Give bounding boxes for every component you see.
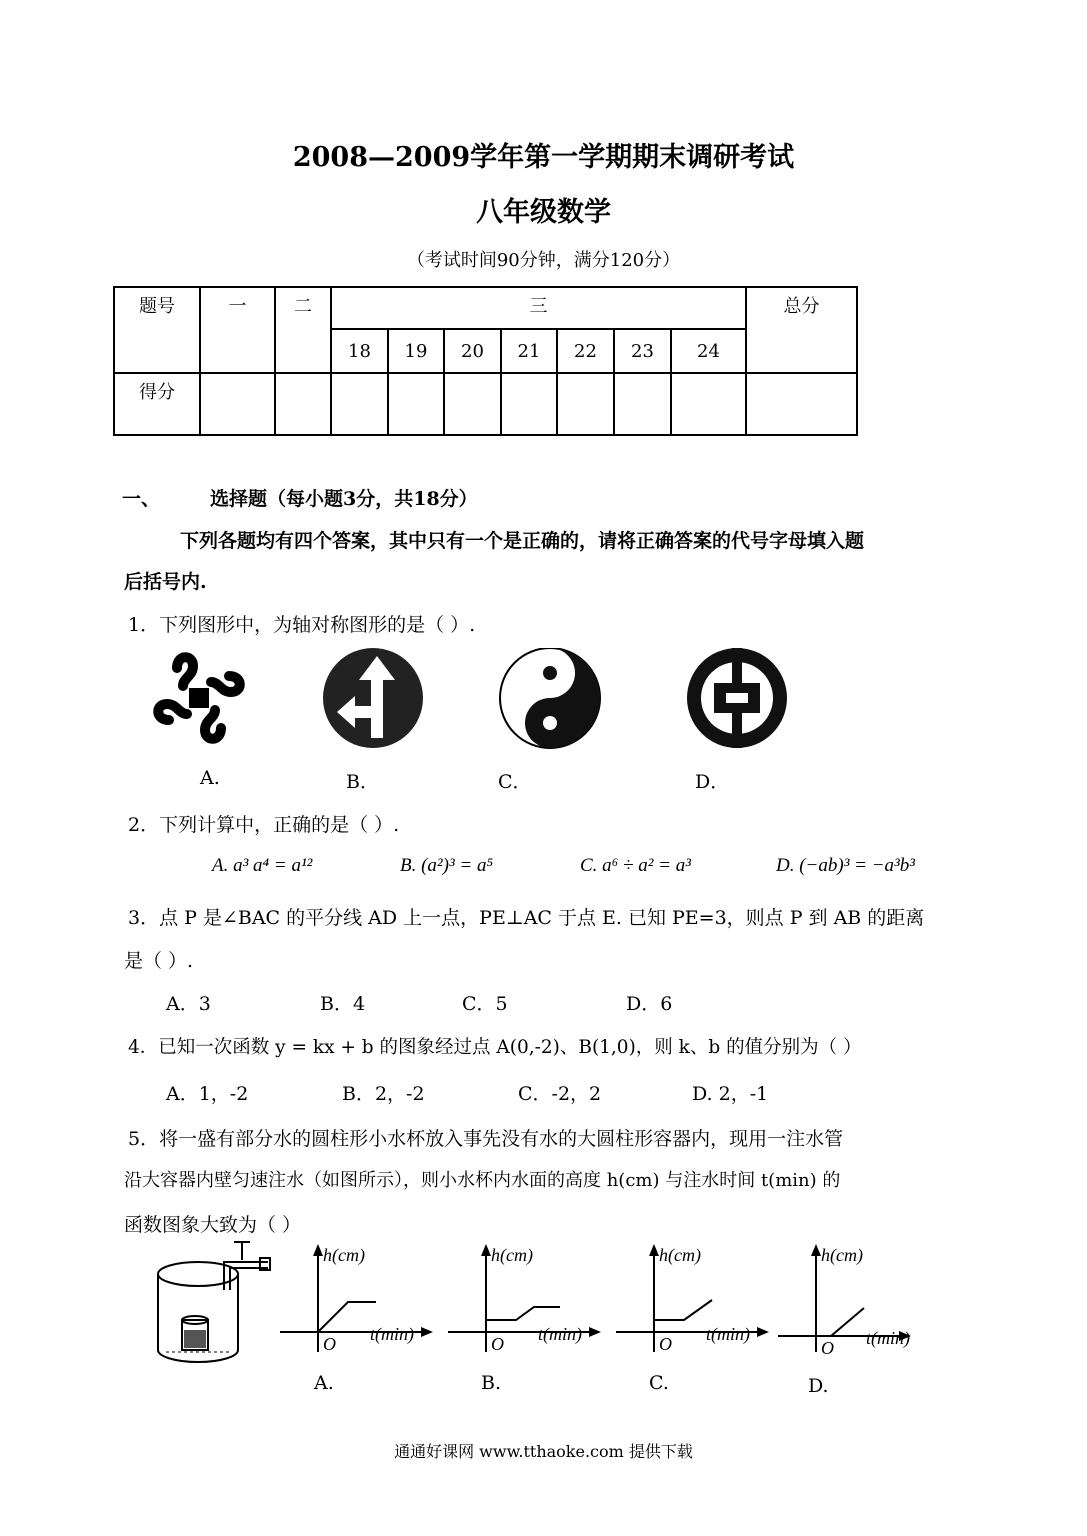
score-cell bbox=[614, 373, 671, 435]
question-1-text: 1．下列图形中，为轴对称图形的是（ ）. bbox=[128, 614, 476, 636]
score-cell bbox=[557, 373, 614, 435]
graph-b-ylabel: h(cm) bbox=[491, 1245, 533, 1265]
score-table-row-label: 得分 bbox=[114, 373, 200, 435]
question-5-line3: 函数图象大致为（ ） bbox=[124, 1214, 302, 1236]
q5-option-a: A. bbox=[314, 1372, 334, 1394]
section1-number: 一、 bbox=[122, 488, 161, 510]
section1-instruction-1: 下列各题均有四个答案，其中只有一个是正确的，请将正确答案的代号字母填入题 bbox=[180, 530, 865, 552]
graph-d-ylabel: h(cm) bbox=[821, 1245, 863, 1265]
graph-a-xlabel: t(min) bbox=[370, 1324, 414, 1344]
coin-logo-icon bbox=[687, 648, 787, 748]
q2-option-b: B. (a²)³ = a⁵ bbox=[400, 855, 494, 876]
graph-d-origin: O bbox=[821, 1338, 834, 1358]
road-sign-icon bbox=[323, 648, 423, 748]
question-5-line2: 沿大容器内壁匀速注水（如图所示），则小水杯内水面的高度 h(cm) 与注水时间 t(min) 的 bbox=[124, 1170, 841, 1191]
question-4-text: 4．已知一次函数 y = kx + b 的图象经过点 A(0,-2)、B(1,0)，则 k、b 的值分别为（ ） bbox=[128, 1037, 862, 1058]
score-table-subnum: 20 bbox=[444, 329, 501, 373]
score-table-subnum: 24 bbox=[671, 329, 746, 373]
score-table-subnum: 22 bbox=[557, 329, 614, 373]
score-table-header-label: 题号 bbox=[114, 287, 200, 373]
section1-instruction-2: 后括号内. bbox=[124, 571, 207, 593]
q5-option-c: C. bbox=[649, 1372, 669, 1394]
exam-subject: 八年级数学 bbox=[476, 197, 611, 228]
score-table bbox=[113, 286, 858, 436]
question-3-line1: 3．点 P 是∠BAC 的平分线 AD 上一点，PE⊥AC 于点 E. 已知 PE=3，则点 P 到 AB 的距离 bbox=[128, 907, 925, 929]
q3-option-a: A．3 bbox=[166, 993, 211, 1015]
q3-option-b: B．4 bbox=[320, 993, 366, 1015]
score-table-header-3: 三 bbox=[331, 287, 746, 329]
yin-yang-icon bbox=[500, 648, 600, 748]
water-container-illustration bbox=[150, 1232, 275, 1367]
q4-option-b: B．2，-2 bbox=[342, 1083, 425, 1105]
score-table-subnum: 23 bbox=[614, 329, 671, 373]
q1-option-c: C． bbox=[498, 771, 532, 793]
q1-option-d: D． bbox=[695, 771, 730, 793]
exam-info: （考试时间90分钟，满分120分） bbox=[406, 250, 681, 271]
question-2-text: 2．下列计算中，正确的是（ ）. bbox=[128, 814, 400, 836]
q4-option-c: C．-2，2 bbox=[518, 1083, 602, 1105]
graph-b-xlabel: t(min) bbox=[538, 1324, 582, 1344]
q3-option-d: D．6 bbox=[626, 993, 673, 1015]
score-table-subnum: 18 bbox=[331, 329, 388, 373]
score-cell bbox=[275, 373, 331, 435]
score-cell bbox=[388, 373, 444, 435]
score-cell bbox=[331, 373, 388, 435]
q2-option-c: C. a⁶ ÷ a² = a³ bbox=[580, 855, 691, 876]
section1-heading: 选择题（每小题3分，共18分） bbox=[210, 488, 478, 510]
knot-logo-icon bbox=[158, 657, 240, 739]
graph-c-xlabel: t(min) bbox=[706, 1324, 750, 1344]
score-cell bbox=[501, 373, 557, 435]
score-table-subnum: 19 bbox=[388, 329, 444, 373]
graph-c-origin: O bbox=[659, 1334, 672, 1354]
q5-option-b: B. bbox=[481, 1372, 502, 1394]
graph-a-ylabel: h(cm) bbox=[323, 1245, 365, 1265]
q4-option-a: A．1，-2 bbox=[166, 1083, 249, 1105]
score-cell bbox=[746, 373, 857, 435]
graph-b-origin: O bbox=[491, 1334, 504, 1354]
q1-option-a: A. bbox=[200, 767, 220, 789]
q1-figures bbox=[140, 648, 810, 758]
score-cell bbox=[444, 373, 501, 435]
score-table-header-2: 二 bbox=[275, 287, 331, 373]
score-cell bbox=[200, 373, 275, 435]
graph-a-origin: O bbox=[323, 1334, 336, 1354]
q1-option-b: B． bbox=[346, 771, 379, 793]
exam-title: 2008—2009学年第一学期期末调研考试 bbox=[292, 142, 795, 173]
score-cell bbox=[671, 373, 746, 435]
q4-option-d: D. 2，-1 bbox=[692, 1083, 769, 1105]
question-5-line1: 5．将一盛有部分水的圆柱形小水杯放入事先没有水的大圆柱形容器内，现用一注水管 bbox=[128, 1128, 844, 1150]
score-table-header-1: 一 bbox=[200, 287, 275, 373]
question-3-line2: 是（ ）. bbox=[124, 950, 194, 972]
score-table-header-total: 总分 bbox=[746, 287, 857, 373]
graph-c-ylabel: h(cm) bbox=[659, 1245, 701, 1265]
q2-option-a: A. a³ a⁴ = a¹² bbox=[212, 855, 313, 876]
graph-d-xlabel: t(min) bbox=[866, 1328, 910, 1348]
q2-option-d: D. (−ab)³ = −a³b³ bbox=[776, 855, 915, 876]
q3-option-c: C．5 bbox=[462, 993, 508, 1015]
q5-option-d: D. bbox=[808, 1375, 829, 1397]
score-table-subnum: 21 bbox=[501, 329, 557, 373]
page-footer: 通通好课网 www.tthaoke.com 提供下载 bbox=[394, 1442, 693, 1461]
